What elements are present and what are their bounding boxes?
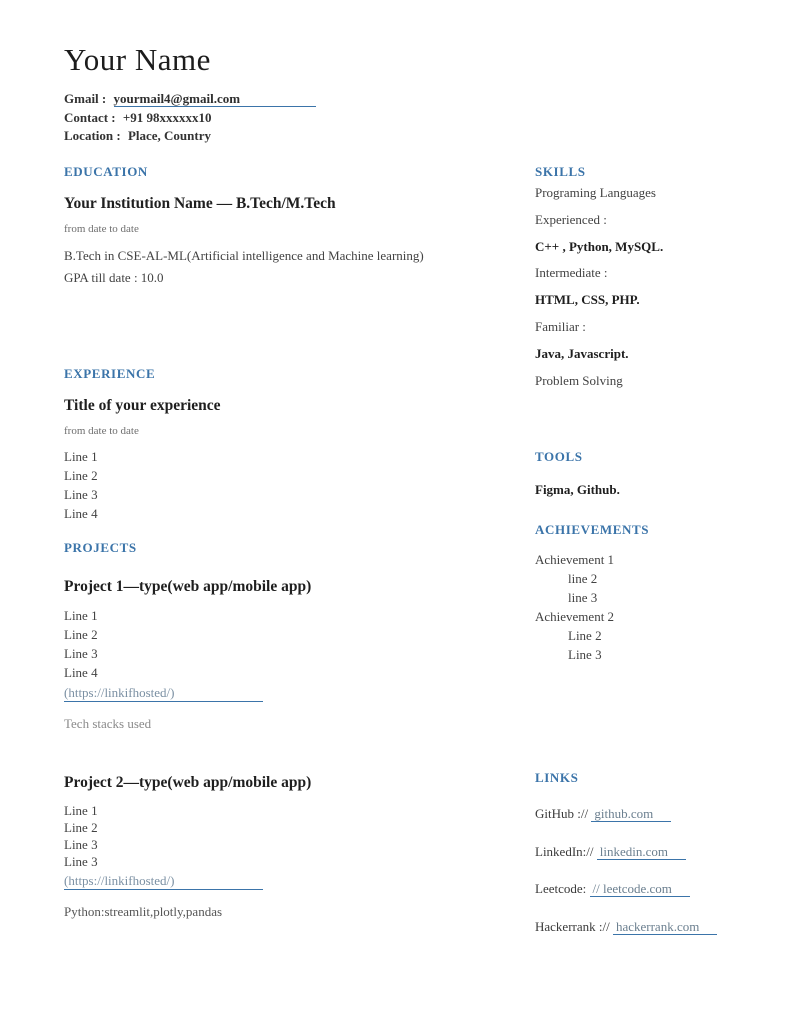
skills-section: [535, 164, 770, 394]
github-link[interactable]: github.com: [591, 806, 671, 822]
skills-line-experienced: C++ , Python, MySQL.: [535, 238, 664, 254]
skills-line: Experienced :: [535, 211, 607, 227]
project-lines: [64, 802, 504, 870]
tools-section: [535, 449, 770, 498]
tools-heading: TOOLS: [535, 449, 583, 464]
project-line: Line 3: [64, 646, 98, 661]
leetcode-label: Leetcode:: [535, 881, 587, 896]
location-label: Location :: [64, 128, 121, 143]
project-line: Line 1: [64, 608, 98, 623]
project-line: Line 1: [64, 803, 98, 818]
projects-heading: PROJECTS: [64, 540, 137, 555]
education-heading: EDUCATION: [64, 164, 148, 179]
project-lines: [64, 606, 504, 682]
skills-line: Problem Solving: [535, 372, 623, 388]
education-gpa: GPA till date : 10.0: [64, 270, 164, 285]
experience-section: [64, 366, 504, 523]
project-hosted-link[interactable]: (https://linkifhosted/): [64, 873, 263, 890]
project-tech-stack: Tech stacks used: [64, 716, 152, 731]
achievement-subline: Line 3: [568, 647, 602, 662]
skills-line-intermediate: HTML, CSS, PHP.: [535, 292, 640, 308]
project-line: Line 4: [64, 665, 98, 680]
tools-value: Figma, Github.: [535, 482, 620, 497]
hackerrank-label: Hackerrank ://: [535, 918, 610, 934]
header-section: [64, 42, 504, 146]
linkedin-link-row: [535, 844, 770, 860]
project-hosted-link[interactable]: (https://linkifhosted/): [64, 685, 263, 702]
contact-label: Contact :: [64, 109, 116, 125]
skills-line: Intermediate :: [535, 265, 608, 281]
linkedin-label: LinkedIn://: [535, 843, 594, 859]
contact-phone-row: [64, 109, 504, 128]
skills-line-familiar: Java, Javascript.: [535, 345, 629, 361]
projects-section: [64, 540, 504, 920]
achievement-item: Achievement 2: [535, 609, 615, 624]
email-link[interactable]: yourmail4@gmail.com: [114, 91, 317, 107]
leetcode-link-row: [535, 881, 770, 897]
achievement-item: Achievement 1: [535, 552, 615, 567]
achievements-heading: ACHIEVEMENTS: [535, 522, 650, 537]
experience-heading: EXPERIENCE: [64, 366, 156, 381]
project-line: Line 3: [64, 854, 98, 869]
project-line: Line 2: [64, 820, 98, 835]
education-section: [64, 164, 504, 287]
github-link-row: [535, 806, 770, 822]
education-degree: B.Tech in CSE-AL-ML(Artificial intelligence and Machine learning): [64, 248, 424, 263]
phone-number: +91 98xxxxxx10: [122, 109, 212, 125]
project-line: Line 2: [64, 627, 98, 642]
project-item-1: [64, 578, 504, 732]
gmail-label: Gmail :: [64, 91, 107, 106]
person-name: Your Name: [64, 42, 211, 77]
location-value: Place, Country: [127, 128, 211, 143]
experience-lines: [64, 447, 504, 523]
project-item-2: [64, 774, 504, 920]
links-section: [535, 770, 770, 956]
skills-line: Programing Languages: [535, 185, 656, 200]
experience-line: Line 3: [64, 487, 98, 502]
github-label: GitHub ://: [535, 806, 589, 821]
project-title: Project 2—type(web app/mobile app): [64, 774, 312, 791]
education-dates: from date to date: [64, 223, 139, 235]
project-title: Project 1—type(web app/mobile app): [64, 578, 312, 595]
skills-heading: SKILLS: [535, 164, 586, 179]
contact-location-row: [64, 127, 504, 146]
skills-line: Familiar :: [535, 318, 586, 334]
hackerrank-link[interactable]: hackerrank.com: [613, 919, 717, 935]
experience-dates: from date to date: [64, 425, 139, 437]
contact-gmail-row: [64, 90, 504, 109]
achievement-subline: line 3: [568, 590, 598, 605]
institution-name: Your Institution Name — B.Tech/M.Tech: [64, 195, 336, 212]
experience-line: Line 2: [64, 468, 98, 483]
experience-line: Line 4: [64, 506, 98, 521]
achievement-subline: Line 2: [568, 628, 602, 643]
hackerrank-link-row: [535, 919, 770, 935]
links-list: [535, 806, 770, 935]
experience-title: Title of your experience: [64, 397, 221, 414]
experience-line: Line 1: [64, 449, 98, 464]
project-tech-stack: Python:streamlit,plotly,pandas: [64, 904, 223, 919]
achievement-subline: line 2: [568, 571, 598, 586]
achievements-list: [535, 550, 770, 664]
project-line: Line 3: [64, 837, 98, 852]
links-heading: LINKS: [535, 770, 579, 785]
leetcode-link[interactable]: // leetcode.com: [590, 881, 690, 897]
achievements-section: [535, 522, 770, 664]
linkedin-link[interactable]: linkedin.com: [597, 844, 686, 860]
